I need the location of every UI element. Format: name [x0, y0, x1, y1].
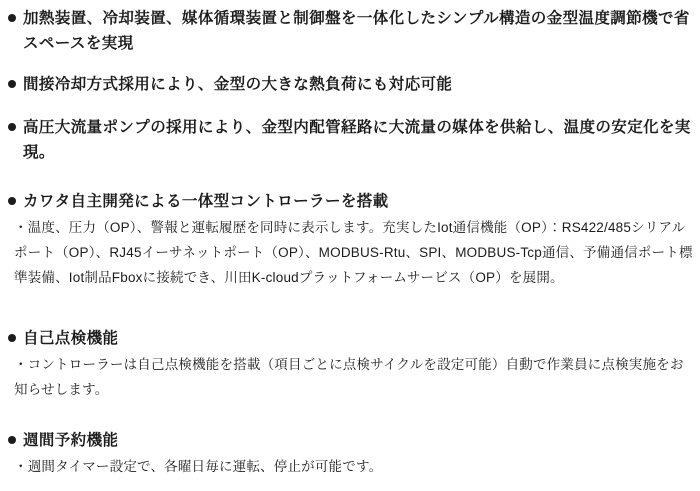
feature-head	[8, 189, 694, 214]
feature-heading: 加熱装置、冷却装置、媒体循環装置と制御盤を一体化したシンプル構造の金型温度調節機で省スペースを実現	[23, 10, 690, 52]
bullet-icon	[8, 197, 16, 205]
feature-details	[14, 215, 694, 290]
feature-detail: ・温度、圧力（OP）、警報と運転履歴を同時に表示します。充実したIot通信機能（OP）：RS422/485シリアルポート（OP）、RJ45イーサネットポート（OP）、MODBUS-Rtu、SPI、MODBUS-Tcp通信、予備通信ポート標準装備、Iot制品Fboxに接続でき、川田K-cloudプラットフォームサービス（OP）を展開。	[14, 220, 693, 285]
bullet-icon	[8, 123, 16, 131]
feature-item-integrated-controller	[8, 189, 694, 290]
feature-head	[8, 115, 694, 165]
bullet-icon	[8, 80, 16, 88]
feature-details	[14, 352, 694, 402]
feature-heading: 自己点検機能	[23, 330, 119, 347]
feature-details	[14, 454, 694, 479]
feature-head	[8, 6, 694, 56]
feature-heading: 高圧大流量ポンプの採用により、金型内配管経路に大流量の媒体を供給し、温度の安定化を実現。	[23, 119, 691, 161]
feature-item-compact-design	[8, 6, 694, 56]
feature-item-self-check	[8, 326, 694, 402]
feature-heading: カワタ自主開発による一体型コントローラーを搭載	[23, 193, 389, 210]
feature-head	[8, 326, 694, 351]
feature-head	[8, 72, 694, 97]
feature-item-indirect-cooling	[8, 72, 694, 97]
feature-heading: 週間予約機能	[23, 432, 119, 449]
bullet-icon	[8, 334, 16, 342]
feature-head	[8, 428, 694, 453]
feature-item-high-flow-pump	[8, 115, 694, 165]
feature-heading: 間接冷却方式採用により、金型の大きな熱負荷にも対応可能	[23, 76, 453, 93]
bullet-icon	[8, 436, 16, 444]
feature-item-weekly-timer	[8, 428, 694, 479]
feature-detail: ・コントローラーは自己点検機能を搭載（項目ごとに点検サイクルを設定可能）自動で作業員に点検実施をお知らせします。	[14, 357, 684, 397]
feature-detail: ・週間タイマー設定で、各曜日毎に運転、停止が可能です。	[14, 459, 383, 474]
bullet-icon	[8, 14, 16, 22]
